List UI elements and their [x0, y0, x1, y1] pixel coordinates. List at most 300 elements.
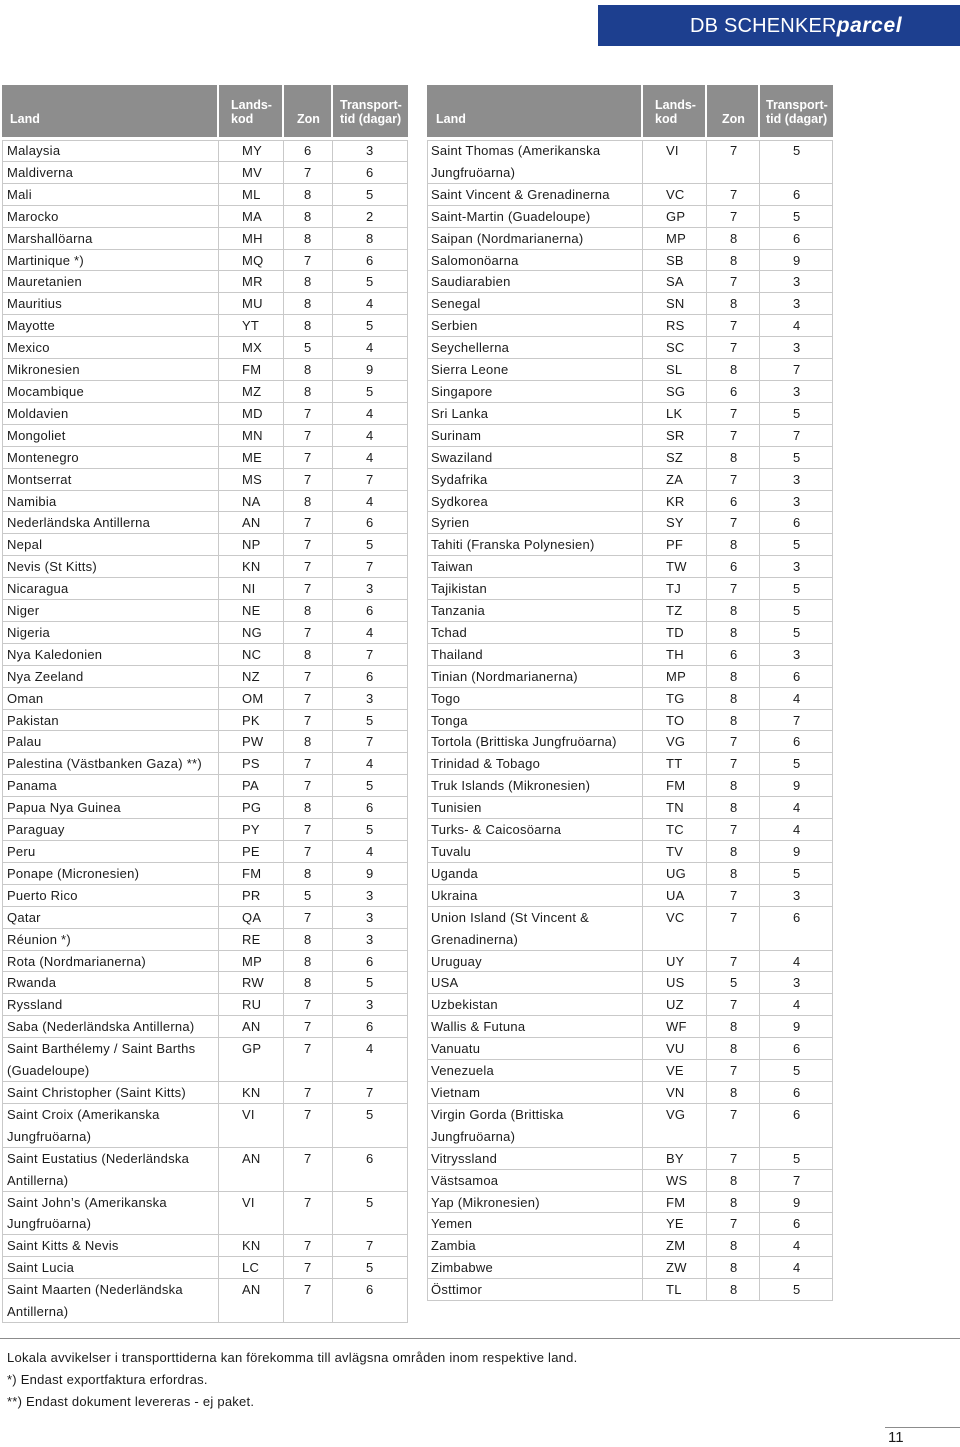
zone: 7 [284, 688, 333, 710]
zone: 7 [284, 1257, 333, 1279]
table-row [427, 403, 833, 425]
country-name: Ryssland [2, 994, 219, 1016]
transit-days: 5 [333, 1104, 408, 1148]
zone: 7 [284, 710, 333, 732]
country-code: PS [219, 753, 284, 775]
transit-days: 5 [760, 206, 833, 228]
zone: 8 [284, 271, 333, 293]
country-code: SN [643, 293, 707, 315]
transit-days: 6 [333, 951, 408, 973]
zone: 7 [284, 1148, 333, 1192]
country-name: Ukraina [427, 885, 643, 907]
country-code: FM [219, 863, 284, 885]
country-code: UZ [643, 994, 707, 1016]
table-row [427, 578, 833, 600]
transit-table-right [427, 85, 833, 1301]
zone: 7 [284, 425, 333, 447]
header-zone [284, 85, 333, 137]
country-code: PR [219, 885, 284, 907]
country-name: Papua Nya Guinea [2, 797, 219, 819]
country-code: YE [643, 1213, 707, 1235]
transit-days: 3 [760, 271, 833, 293]
transit-days: 4 [760, 1257, 833, 1279]
zone: 7 [284, 1192, 333, 1236]
table-row [427, 753, 833, 775]
transit-days: 3 [760, 337, 833, 359]
country-name: Tuvalu [427, 841, 643, 863]
table-row [2, 1257, 408, 1279]
table-row [2, 337, 408, 359]
zone: 7 [284, 512, 333, 534]
country-name: Paraguay [2, 819, 219, 841]
country-name: Tanzania [427, 600, 643, 622]
table-row [2, 491, 408, 513]
zone: 7 [707, 1213, 760, 1235]
country-code: NZ [219, 666, 284, 688]
zone: 7 [707, 315, 760, 337]
country-name: Salomonöarna [427, 250, 643, 272]
header-transit-days-label: Transport- tid (dagar) [340, 98, 402, 126]
country-code: WF [643, 1016, 707, 1038]
country-code: ZA [643, 469, 707, 491]
country-code: GP [219, 1038, 284, 1082]
country-code: PY [219, 819, 284, 841]
country-name: Truk Islands (Mikronesien) [427, 775, 643, 797]
transit-days: 6 [760, 1213, 833, 1235]
table-row [427, 797, 833, 819]
header-zone-label: Zon [722, 112, 745, 126]
country-name: Palau [2, 731, 219, 753]
country-name: Seychellerna [427, 337, 643, 359]
footnote-double-asterisk: **) Endast dokument levereras - ej paket. [7, 1394, 255, 1409]
country-name: Zambia [427, 1235, 643, 1257]
country-name: Tinian (Nordmarianerna) [427, 666, 643, 688]
transit-days: 5 [760, 622, 833, 644]
country-code: PG [219, 797, 284, 819]
country-code: US [643, 972, 707, 994]
country-code: VU [643, 1038, 707, 1060]
country-code: TW [643, 556, 707, 578]
country-name: Nya Kaledonien [2, 644, 219, 666]
transit-days: 4 [760, 688, 833, 710]
transit-days: 7 [760, 710, 833, 732]
country-name: Saint Vincent & Grenadinerna [427, 184, 643, 206]
zone: 7 [707, 1104, 760, 1148]
country-name: Malaysia [2, 140, 219, 162]
table-row [2, 644, 408, 666]
country-name: Mikronesien [2, 359, 219, 381]
zone: 7 [284, 994, 333, 1016]
country-code: TV [643, 841, 707, 863]
zone: 8 [707, 710, 760, 732]
country-code: ME [219, 447, 284, 469]
table-row [2, 1279, 408, 1323]
table-row [2, 293, 408, 315]
table-row [2, 469, 408, 491]
country-code: MZ [219, 381, 284, 403]
transit-days: 9 [760, 1016, 833, 1038]
country-code: MH [219, 228, 284, 250]
country-code: MU [219, 293, 284, 315]
zone: 7 [284, 1016, 333, 1038]
zone: 7 [707, 1148, 760, 1170]
zone: 7 [707, 140, 760, 184]
transit-days: 5 [760, 753, 833, 775]
transit-days: 6 [760, 731, 833, 753]
brand-product: parcel [836, 14, 903, 37]
zone: 6 [707, 491, 760, 513]
transit-days: 4 [333, 1038, 408, 1082]
table-row [2, 1235, 408, 1257]
table-row [427, 250, 833, 272]
country-name: Saint Eustatius (Nederländska Antillerna) [2, 1148, 219, 1192]
country-code: MP [643, 228, 707, 250]
table-row [2, 775, 408, 797]
transit-days: 7 [760, 359, 833, 381]
brand-logo [598, 5, 960, 46]
country-code: TL [643, 1279, 707, 1301]
country-name: Syrien [427, 512, 643, 534]
zone: 8 [707, 622, 760, 644]
transit-days: 5 [333, 710, 408, 732]
header-transit-days [333, 85, 408, 137]
country-name: Mali [2, 184, 219, 206]
country-name: Marshallöarna [2, 228, 219, 250]
transit-days: 5 [333, 271, 408, 293]
country-name: Uzbekistan [427, 994, 643, 1016]
zone: 5 [707, 972, 760, 994]
zone: 7 [707, 819, 760, 841]
zone: 6 [707, 381, 760, 403]
zone: 8 [284, 206, 333, 228]
table-row [2, 1148, 408, 1192]
transit-days: 4 [760, 1235, 833, 1257]
zone: 8 [284, 381, 333, 403]
zone: 8 [284, 228, 333, 250]
table-row [427, 447, 833, 469]
country-code: LK [643, 403, 707, 425]
table-row [2, 929, 408, 951]
transit-days: 4 [760, 951, 833, 973]
zone: 7 [284, 666, 333, 688]
country-name: Tahiti (Franska Polynesien) [427, 534, 643, 556]
country-code: PA [219, 775, 284, 797]
transit-days: 7 [333, 556, 408, 578]
country-name: Vietnam [427, 1082, 643, 1104]
zone: 8 [284, 929, 333, 951]
table-row [2, 951, 408, 973]
brand-name: DB SCHENKER [690, 15, 837, 37]
zone: 7 [284, 1279, 333, 1323]
zone: 7 [284, 907, 333, 929]
country-code: VG [643, 731, 707, 753]
table-row [427, 688, 833, 710]
country-code: AN [219, 1016, 284, 1038]
transit-days: 6 [333, 1148, 408, 1192]
country-name: Pakistan [2, 710, 219, 732]
zone: 8 [707, 797, 760, 819]
zone: 8 [707, 1016, 760, 1038]
country-name: Saint-Martin (Guadeloupe) [427, 206, 643, 228]
zone: 8 [707, 688, 760, 710]
zone: 7 [284, 469, 333, 491]
transit-days: 6 [333, 1279, 408, 1323]
country-name: Vitryssland [427, 1148, 643, 1170]
country-name: Sierra Leone [427, 359, 643, 381]
country-name: Saba (Nederländska Antillerna) [2, 1016, 219, 1038]
country-name: Union Island (St Vincent & Grenadinerna) [427, 907, 643, 951]
transit-days: 5 [760, 447, 833, 469]
table-row [427, 1170, 833, 1192]
transit-days: 3 [333, 578, 408, 600]
footnote-divider [0, 1338, 960, 1339]
zone: 8 [284, 951, 333, 973]
transit-days: 4 [333, 447, 408, 469]
table-row [2, 140, 408, 162]
table-row [2, 666, 408, 688]
table-row [2, 228, 408, 250]
zone: 8 [707, 1279, 760, 1301]
zone: 8 [284, 491, 333, 513]
zone: 7 [284, 250, 333, 272]
country-code: UA [643, 885, 707, 907]
country-name: Saint Barthélemy / Saint Barths (Guadeloupe) [2, 1038, 219, 1082]
transit-days: 4 [333, 622, 408, 644]
table-row [2, 841, 408, 863]
zone: 7 [707, 578, 760, 600]
country-code: PK [219, 710, 284, 732]
footnote-single-asterisk: *) Endast exportfaktura erfordras. [7, 1372, 208, 1387]
table-row [427, 228, 833, 250]
country-name: Wallis & Futuna [427, 1016, 643, 1038]
country-code: VG [643, 1104, 707, 1148]
country-code: VC [643, 907, 707, 951]
table-row [2, 1082, 408, 1104]
table-row [2, 622, 408, 644]
country-name: Saint Christopher (Saint Kitts) [2, 1082, 219, 1104]
country-name: Tortola (Brittiska Jungfruöarna) [427, 731, 643, 753]
zone: 8 [707, 228, 760, 250]
country-code: VI [219, 1104, 284, 1148]
header-country-label: Land [436, 112, 466, 126]
table-row [2, 381, 408, 403]
country-name: Venezuela [427, 1060, 643, 1082]
brand-wordmark [690, 5, 902, 46]
table-row [427, 710, 833, 732]
zone: 8 [707, 447, 760, 469]
table-row [427, 359, 833, 381]
transit-days: 3 [760, 556, 833, 578]
transit-days: 5 [760, 403, 833, 425]
table-row [2, 731, 408, 753]
zone: 8 [707, 863, 760, 885]
header-zone [707, 85, 760, 137]
zone: 8 [707, 1170, 760, 1192]
transit-days: 7 [333, 644, 408, 666]
country-code: FM [643, 1192, 707, 1214]
country-name: Martinique *) [2, 250, 219, 272]
zone: 7 [707, 425, 760, 447]
zone: 8 [707, 1235, 760, 1257]
table-row [427, 140, 833, 184]
country-code: RE [219, 929, 284, 951]
country-code: TZ [643, 600, 707, 622]
table-row [2, 534, 408, 556]
country-name: Nederländska Antillerna [2, 512, 219, 534]
table-row [2, 1038, 408, 1082]
transit-days: 5 [760, 534, 833, 556]
transit-days: 3 [760, 644, 833, 666]
country-code: TJ [643, 578, 707, 600]
transit-days: 3 [333, 140, 408, 162]
country-code: VN [643, 1082, 707, 1104]
country-code: MA [219, 206, 284, 228]
country-code: BY [643, 1148, 707, 1170]
zone: 7 [707, 271, 760, 293]
zone: 6 [284, 140, 333, 162]
table-row [427, 841, 833, 863]
table-row [427, 951, 833, 973]
zone: 6 [707, 644, 760, 666]
header-country-code [219, 85, 284, 137]
transit-days: 5 [333, 775, 408, 797]
country-name: Singapore [427, 381, 643, 403]
table-row [427, 907, 833, 951]
table-row [2, 994, 408, 1016]
table-header [427, 85, 833, 137]
country-name: Nicaragua [2, 578, 219, 600]
country-name: Serbien [427, 315, 643, 337]
table-row [427, 1235, 833, 1257]
transit-days: 3 [333, 885, 408, 907]
country-code: TN [643, 797, 707, 819]
country-code: PE [219, 841, 284, 863]
transit-days: 4 [333, 753, 408, 775]
zone: 7 [284, 1038, 333, 1082]
transit-days: 5 [333, 972, 408, 994]
zone: 8 [284, 797, 333, 819]
country-name: Montenegro [2, 447, 219, 469]
transit-days: 7 [333, 731, 408, 753]
table-row [2, 447, 408, 469]
country-name: Trinidad & Tobago [427, 753, 643, 775]
country-name: Peru [2, 841, 219, 863]
zone: 7 [284, 1104, 333, 1148]
zone: 8 [707, 666, 760, 688]
country-name: Nevis (St Kitts) [2, 556, 219, 578]
transit-days: 6 [333, 162, 408, 184]
country-code: NP [219, 534, 284, 556]
country-name: Mauritius [2, 293, 219, 315]
country-name: Qatar [2, 907, 219, 929]
country-code: NI [219, 578, 284, 600]
zone: 7 [284, 841, 333, 863]
table-row [2, 425, 408, 447]
table-row [427, 469, 833, 491]
country-name: Tajikistan [427, 578, 643, 600]
transit-days: 6 [760, 184, 833, 206]
country-name: Saint Thomas (Amerikanska Jungfruöarna) [427, 140, 643, 184]
transit-days: 3 [333, 907, 408, 929]
country-name: Östtimor [427, 1279, 643, 1301]
transit-days: 5 [333, 1192, 408, 1236]
transit-days: 6 [333, 250, 408, 272]
table-row [427, 315, 833, 337]
transit-days: 7 [760, 425, 833, 447]
header-country-label: Land [10, 112, 40, 126]
transit-days: 5 [333, 534, 408, 556]
country-name: Panama [2, 775, 219, 797]
country-code: NA [219, 491, 284, 513]
page-number-divider [885, 1427, 960, 1428]
table-row [2, 1104, 408, 1148]
transit-days: 6 [333, 1016, 408, 1038]
country-code: TT [643, 753, 707, 775]
table-row [2, 1192, 408, 1236]
country-code: MP [643, 666, 707, 688]
transit-days: 4 [760, 797, 833, 819]
zone: 7 [707, 994, 760, 1016]
zone: 8 [284, 293, 333, 315]
table-row [427, 381, 833, 403]
zone: 8 [284, 863, 333, 885]
table-row [2, 206, 408, 228]
zone: 8 [707, 1082, 760, 1104]
table-row [2, 250, 408, 272]
country-code: SR [643, 425, 707, 447]
header-country-code-label: Lands- kod [231, 98, 272, 126]
transit-days: 5 [760, 1279, 833, 1301]
zone: 8 [284, 359, 333, 381]
country-code: SG [643, 381, 707, 403]
table-row [2, 556, 408, 578]
transit-days: 4 [333, 337, 408, 359]
table-row [427, 1082, 833, 1104]
transit-days: 9 [760, 775, 833, 797]
table-row [427, 1016, 833, 1038]
table-row [427, 556, 833, 578]
country-name: Togo [427, 688, 643, 710]
table-row [2, 403, 408, 425]
country-name: Surinam [427, 425, 643, 447]
table-row [2, 512, 408, 534]
table-row [427, 775, 833, 797]
country-name: Zimbabwe [427, 1257, 643, 1279]
table-row [2, 885, 408, 907]
country-code: KN [219, 556, 284, 578]
transit-days: 3 [333, 994, 408, 1016]
table-row [2, 972, 408, 994]
zone: 7 [284, 534, 333, 556]
transit-days: 4 [333, 293, 408, 315]
table-row [2, 907, 408, 929]
country-code: MP [219, 951, 284, 973]
country-name: Thailand [427, 644, 643, 666]
table-row [2, 578, 408, 600]
country-name: Mexico [2, 337, 219, 359]
country-code: AN [219, 1148, 284, 1192]
country-name: Sydafrika [427, 469, 643, 491]
country-code: OM [219, 688, 284, 710]
country-code: VI [643, 140, 707, 184]
table-row [2, 1016, 408, 1038]
zone: 7 [284, 775, 333, 797]
transit-days: 5 [333, 184, 408, 206]
country-code: SC [643, 337, 707, 359]
zone: 7 [707, 206, 760, 228]
transit-days: 3 [760, 293, 833, 315]
zone: 8 [707, 1038, 760, 1060]
